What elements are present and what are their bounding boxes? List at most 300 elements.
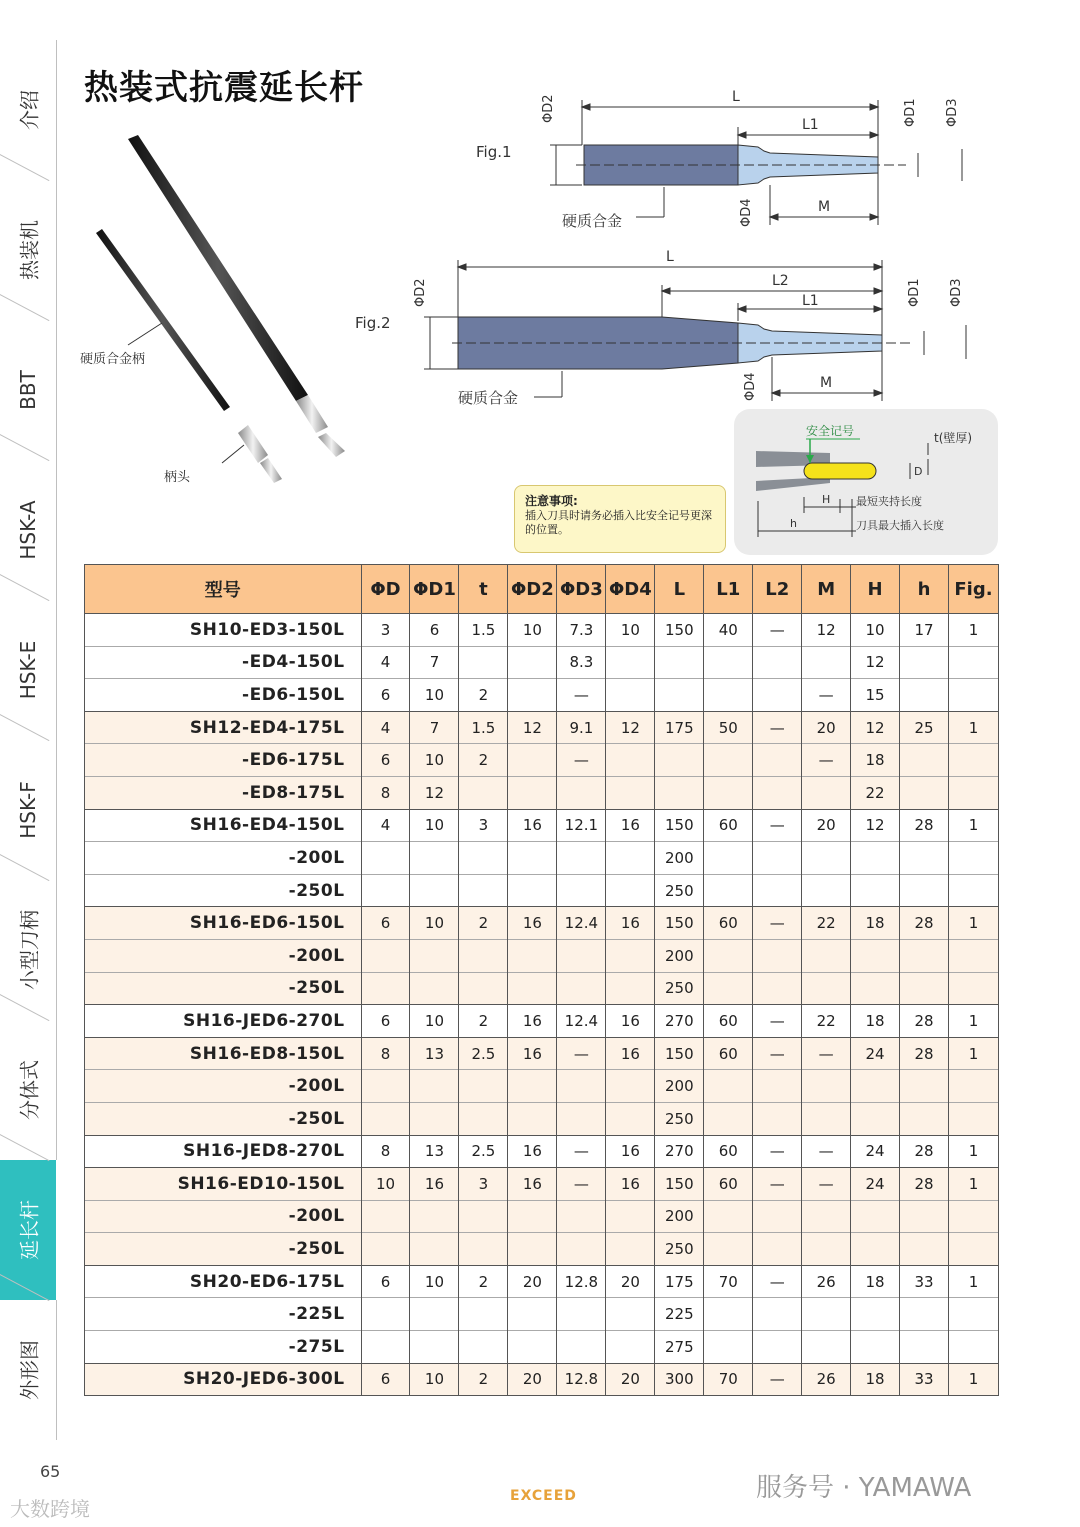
inset-safety-mark-label: 安全记号 xyxy=(806,424,855,438)
table-cell: 6 xyxy=(361,679,410,712)
table-cell: 16 xyxy=(508,907,557,940)
table-cell: — xyxy=(802,1168,851,1201)
table-cell xyxy=(557,842,606,875)
table-cell: 250 xyxy=(655,972,704,1005)
model-cell: SH16-ED10-150L xyxy=(85,1168,362,1201)
table-cell: 13 xyxy=(410,1135,459,1168)
table-cell: 3 xyxy=(361,614,410,647)
model-cell: -200L xyxy=(85,1070,362,1103)
model-cell: -225L xyxy=(85,1298,362,1331)
table-cell: 6 xyxy=(361,1363,410,1396)
table-cell: 1 xyxy=(948,711,998,744)
model-cell: -ED6-175L xyxy=(85,744,362,777)
table-cell: 10 xyxy=(410,1005,459,1038)
sidebar-tab-label: 热装机 xyxy=(17,220,42,280)
table-cell: 18 xyxy=(851,744,900,777)
fig1-dim-D1: ΦD1 xyxy=(903,98,918,127)
table-cell: 28 xyxy=(900,1037,949,1070)
table-cell: 28 xyxy=(900,1168,949,1201)
table-cell xyxy=(508,1298,557,1331)
table-cell xyxy=(508,646,557,679)
table-cell: 12 xyxy=(851,711,900,744)
table-cell xyxy=(851,1298,900,1331)
table-cell xyxy=(410,1200,459,1233)
table-cell xyxy=(459,972,508,1005)
sidebar-tab-label: 延长杆 xyxy=(17,1200,42,1260)
table-cell: 16 xyxy=(508,1037,557,1070)
table-cell xyxy=(606,744,655,777)
table-cell xyxy=(704,1298,753,1331)
table-row xyxy=(85,939,999,972)
table-cell: 225 xyxy=(655,1298,704,1331)
table-cell: 8 xyxy=(361,776,410,809)
table-cell xyxy=(948,874,998,907)
table-cell xyxy=(459,842,508,875)
table-row xyxy=(85,972,999,1005)
table-row xyxy=(85,1331,999,1364)
table-cell xyxy=(410,972,459,1005)
table-cell: 16 xyxy=(606,907,655,940)
table-cell: 2 xyxy=(459,1265,508,1298)
table-row xyxy=(85,907,999,940)
table-cell xyxy=(900,744,949,777)
model-cell: SH20-JED6-300L xyxy=(85,1363,362,1396)
table-row xyxy=(85,1070,999,1103)
table-cell: 270 xyxy=(655,1005,704,1038)
inset-H-desc: 最短夹持长度 xyxy=(856,495,922,508)
table-cell: — xyxy=(753,1168,802,1201)
table-cell xyxy=(361,842,410,875)
table-cell: 28 xyxy=(900,907,949,940)
table-cell xyxy=(606,842,655,875)
table-cell: 16 xyxy=(508,1135,557,1168)
table-cell xyxy=(410,1331,459,1364)
table-cell: 12 xyxy=(851,646,900,679)
table-cell: 1.5 xyxy=(459,711,508,744)
spec-table xyxy=(84,564,999,1396)
table-cell xyxy=(802,842,851,875)
fig1-dim-D4: ΦD4 xyxy=(739,198,754,227)
table-cell xyxy=(851,842,900,875)
table-cell xyxy=(900,939,949,972)
table-cell: 300 xyxy=(655,1363,704,1396)
table-row xyxy=(85,1233,999,1266)
table-cell: 20 xyxy=(606,1363,655,1396)
table-cell xyxy=(900,1200,949,1233)
table-cell xyxy=(753,646,802,679)
table-cell: 3 xyxy=(459,809,508,842)
model-cell: -250L xyxy=(85,1233,362,1266)
table-cell xyxy=(753,744,802,777)
table-cell: 150 xyxy=(655,614,704,647)
table-row xyxy=(85,1005,999,1038)
table-cell: 16 xyxy=(606,1005,655,1038)
table-cell: 12 xyxy=(606,711,655,744)
sidebar-tab-label: HSK-E xyxy=(16,640,40,700)
table-cell xyxy=(802,776,851,809)
table-cell xyxy=(410,939,459,972)
table-cell: 16 xyxy=(606,1135,655,1168)
table-cell xyxy=(948,1298,998,1331)
table-cell xyxy=(606,939,655,972)
column-header: ΦD1 xyxy=(410,565,459,614)
table-cell: — xyxy=(557,1037,606,1070)
table-cell: — xyxy=(753,711,802,744)
column-header: L2 xyxy=(753,565,802,614)
table-cell xyxy=(802,1233,851,1266)
model-cell: SH10-ED3-150L xyxy=(85,614,362,647)
table-cell: 12 xyxy=(508,711,557,744)
model-cell: SH16-ED4-150L xyxy=(85,809,362,842)
table-cell xyxy=(557,1331,606,1364)
page-title: 热装式抗震延长杆 xyxy=(84,68,364,108)
fig2-dim-L: L xyxy=(666,249,674,265)
table-cell xyxy=(802,1200,851,1233)
sidebar-tab-label: 分体式 xyxy=(17,1060,42,1120)
table-cell: — xyxy=(753,614,802,647)
table-cell: 18 xyxy=(851,1005,900,1038)
table-cell xyxy=(948,744,998,777)
page-number: 65 xyxy=(40,1462,61,1481)
table-row xyxy=(85,842,999,875)
table-row xyxy=(85,1363,999,1396)
table-cell xyxy=(508,1233,557,1266)
table-cell xyxy=(802,972,851,1005)
table-cell: 10 xyxy=(508,614,557,647)
table-cell xyxy=(704,1233,753,1266)
table-cell: 7.3 xyxy=(557,614,606,647)
table-row xyxy=(85,1168,999,1201)
column-header: ΦD2 xyxy=(508,565,557,614)
table-cell: 150 xyxy=(655,1037,704,1070)
column-header: M xyxy=(802,565,851,614)
table-cell: — xyxy=(557,1168,606,1201)
table-cell: — xyxy=(802,1037,851,1070)
fig2-dim-L1: L1 xyxy=(802,293,819,309)
table-cell xyxy=(948,776,998,809)
table-cell xyxy=(753,1233,802,1266)
table-cell xyxy=(508,1070,557,1103)
table-cell xyxy=(704,939,753,972)
table-cell xyxy=(948,972,998,1005)
fig2-dim-L2: L2 xyxy=(772,273,789,289)
table-cell: 60 xyxy=(704,1135,753,1168)
table-cell xyxy=(900,679,949,712)
fig1-material-label: 硬质合金 xyxy=(562,212,623,230)
table-cell: 250 xyxy=(655,874,704,907)
table-cell: — xyxy=(753,1265,802,1298)
table-cell xyxy=(704,646,753,679)
table-cell xyxy=(410,1070,459,1103)
table-cell: 9.1 xyxy=(557,711,606,744)
model-cell: -275L xyxy=(85,1331,362,1364)
column-header: ΦD xyxy=(361,565,410,614)
table-cell xyxy=(410,1298,459,1331)
table-cell: 12.8 xyxy=(557,1363,606,1396)
table-cell xyxy=(704,776,753,809)
table-cell xyxy=(508,972,557,1005)
model-cell: SH16-ED8-150L xyxy=(85,1037,362,1070)
table-cell xyxy=(508,744,557,777)
table-cell: 12.8 xyxy=(557,1265,606,1298)
table-cell xyxy=(508,1200,557,1233)
table-cell: 2.5 xyxy=(459,1135,508,1168)
table-cell xyxy=(508,679,557,712)
table-cell xyxy=(361,874,410,907)
table-cell: 6 xyxy=(361,907,410,940)
model-cell: -200L xyxy=(85,842,362,875)
table-cell: 12 xyxy=(802,614,851,647)
table-cell xyxy=(753,679,802,712)
table-cell: 20 xyxy=(508,1265,557,1298)
table-cell: 6 xyxy=(410,614,459,647)
table-cell: 1 xyxy=(948,1135,998,1168)
table-cell: 18 xyxy=(851,907,900,940)
table-cell: — xyxy=(753,907,802,940)
table-cell xyxy=(900,874,949,907)
fig2-dim-M: M xyxy=(820,375,833,391)
table-cell: — xyxy=(753,1005,802,1038)
table-cell xyxy=(557,1070,606,1103)
table-cell: 20 xyxy=(606,1265,655,1298)
table-cell: — xyxy=(557,1135,606,1168)
table-cell: 10 xyxy=(410,809,459,842)
table-cell xyxy=(459,1070,508,1103)
table-cell xyxy=(753,1331,802,1364)
model-cell: SH20-ED6-175L xyxy=(85,1265,362,1298)
table-cell xyxy=(410,1102,459,1135)
column-header: ΦD3 xyxy=(557,565,606,614)
table-cell xyxy=(557,1200,606,1233)
table-cell xyxy=(606,1070,655,1103)
table-cell: 10 xyxy=(410,1363,459,1396)
table-cell: 2 xyxy=(459,1005,508,1038)
table-cell xyxy=(704,972,753,1005)
model-cell: -250L xyxy=(85,874,362,907)
fig1-dim-D2: ΦD2 xyxy=(541,94,556,123)
table-cell xyxy=(508,842,557,875)
sidebar-tab-label: BBT xyxy=(16,370,40,410)
table-cell: 20 xyxy=(802,711,851,744)
sidebar-tab[interactable] xyxy=(0,1300,57,1440)
table-cell: 10 xyxy=(851,614,900,647)
fig1-label: Fig.1 xyxy=(476,143,512,161)
fig1-dim-L: L xyxy=(732,89,740,105)
table-cell: 10 xyxy=(410,1265,459,1298)
table-cell xyxy=(900,1233,949,1266)
table-row xyxy=(85,1298,999,1331)
label-carbide-shank: 硬质合金柄 xyxy=(80,352,146,367)
table-cell xyxy=(753,776,802,809)
column-header: 型号 xyxy=(85,565,362,614)
table-cell: 70 xyxy=(704,1363,753,1396)
table-cell xyxy=(948,1070,998,1103)
table-cell: 17 xyxy=(900,614,949,647)
product-photo xyxy=(70,125,370,495)
table-cell xyxy=(606,679,655,712)
table-cell xyxy=(948,1233,998,1266)
table-cell xyxy=(606,1102,655,1135)
table-cell xyxy=(948,1102,998,1135)
table-cell: — xyxy=(753,809,802,842)
table-cell xyxy=(606,1298,655,1331)
table-cell xyxy=(557,776,606,809)
table-cell: 18 xyxy=(851,1265,900,1298)
table-cell: 16 xyxy=(606,809,655,842)
table-cell: 1 xyxy=(948,1037,998,1070)
table-cell: 2 xyxy=(459,744,508,777)
table-cell xyxy=(361,1070,410,1103)
fig2-dim-D4: ΦD4 xyxy=(743,372,758,401)
table-cell xyxy=(802,1331,851,1364)
table-cell: 15 xyxy=(851,679,900,712)
table-cell xyxy=(606,646,655,679)
table-cell: 60 xyxy=(704,1037,753,1070)
table-cell: 250 xyxy=(655,1102,704,1135)
table-cell: 25 xyxy=(900,711,949,744)
column-header: h xyxy=(900,565,949,614)
table-cell xyxy=(557,1102,606,1135)
table-cell: 12 xyxy=(851,809,900,842)
table-cell xyxy=(606,1200,655,1233)
table-cell: 12.1 xyxy=(557,809,606,842)
table-cell xyxy=(410,842,459,875)
table-cell: 4 xyxy=(361,646,410,679)
table-cell xyxy=(900,1298,949,1331)
table-cell: 28 xyxy=(900,1135,949,1168)
table-cell: 175 xyxy=(655,1265,704,1298)
table-cell xyxy=(361,1102,410,1135)
table-cell: 3 xyxy=(459,1168,508,1201)
table-cell: 16 xyxy=(410,1168,459,1201)
table-cell xyxy=(851,874,900,907)
table-cell: 150 xyxy=(655,907,704,940)
table-cell: 60 xyxy=(704,1168,753,1201)
inset-wall-label: t(壁厚) xyxy=(934,431,973,445)
table-row xyxy=(85,614,999,647)
table-cell: 2 xyxy=(459,907,508,940)
table-row xyxy=(85,1200,999,1233)
watermark-left: 大数跨境 xyxy=(10,1497,90,1521)
caution-note-text: 插入刀具时请务必插入比安全记号更深的位置。 xyxy=(525,509,712,536)
table-cell xyxy=(557,972,606,1005)
table-cell xyxy=(655,679,704,712)
model-cell: -ED8-175L xyxy=(85,776,362,809)
table-cell: 8.3 xyxy=(557,646,606,679)
table-cell: — xyxy=(557,744,606,777)
table-cell: 2.5 xyxy=(459,1037,508,1070)
table-cell: 12 xyxy=(410,776,459,809)
table-cell xyxy=(704,1331,753,1364)
sidebar-tab-label: 外形图 xyxy=(17,1340,42,1400)
table-cell xyxy=(851,939,900,972)
table-cell: — xyxy=(802,679,851,712)
table-cell: — xyxy=(753,1135,802,1168)
table-cell: 10 xyxy=(410,744,459,777)
table-cell xyxy=(655,646,704,679)
table-cell: — xyxy=(802,744,851,777)
table-cell: — xyxy=(802,1135,851,1168)
table-cell xyxy=(948,939,998,972)
sidebar-tab-label: 小型刀柄 xyxy=(17,910,42,990)
table-cell: 200 xyxy=(655,1070,704,1103)
column-header: Fig. xyxy=(948,565,998,614)
table-cell: 10 xyxy=(410,907,459,940)
table-cell: 2 xyxy=(459,679,508,712)
table-cell: 28 xyxy=(900,1005,949,1038)
table-cell: 24 xyxy=(851,1135,900,1168)
table-cell xyxy=(459,646,508,679)
table-cell xyxy=(948,679,998,712)
table-cell: 1 xyxy=(948,1168,998,1201)
table-cell: 22 xyxy=(802,1005,851,1038)
table-cell xyxy=(557,874,606,907)
table-cell xyxy=(459,1200,508,1233)
table-cell: — xyxy=(753,1037,802,1070)
table-cell: 22 xyxy=(802,907,851,940)
table-row xyxy=(85,1265,999,1298)
inset-D-label: D xyxy=(914,465,923,478)
model-cell: SH12-ED4-175L xyxy=(85,711,362,744)
table-cell xyxy=(948,646,998,679)
table-cell: 1 xyxy=(948,1265,998,1298)
table-cell: 20 xyxy=(802,809,851,842)
table-cell xyxy=(704,842,753,875)
table-cell xyxy=(948,1200,998,1233)
fig2-dim-D3: ΦD3 xyxy=(949,278,964,307)
model-cell: -200L xyxy=(85,1200,362,1233)
table-cell xyxy=(900,1331,949,1364)
table-cell xyxy=(459,1233,508,1266)
table-cell xyxy=(704,1070,753,1103)
table-cell xyxy=(851,1200,900,1233)
table-cell: 33 xyxy=(900,1363,949,1396)
model-cell: SH16-JED6-270L xyxy=(85,1005,362,1038)
table-cell: 24 xyxy=(851,1168,900,1201)
table-cell: 26 xyxy=(802,1265,851,1298)
caution-note-title: 注意事项: xyxy=(525,494,578,508)
table-cell xyxy=(361,972,410,1005)
table-cell xyxy=(851,972,900,1005)
table-cell xyxy=(606,972,655,1005)
caution-note xyxy=(514,485,726,553)
table-cell xyxy=(753,939,802,972)
table-header-row xyxy=(85,565,999,614)
table-cell xyxy=(606,874,655,907)
table-cell xyxy=(802,1102,851,1135)
table-row xyxy=(85,874,999,907)
model-cell: -200L xyxy=(85,939,362,972)
table-cell: 7 xyxy=(410,646,459,679)
long-rod-image xyxy=(128,135,345,457)
sidebar-tab-label: HSK-A xyxy=(16,500,40,560)
table-cell: 8 xyxy=(361,1037,410,1070)
table-cell: — xyxy=(753,1363,802,1396)
table-cell xyxy=(753,874,802,907)
table-cell: 200 xyxy=(655,939,704,972)
table-cell xyxy=(655,744,704,777)
brand-logo-text: EXCEED xyxy=(510,1488,577,1504)
sidebar-tab-label: HSK-F xyxy=(16,781,40,839)
fig1-dim-M: M xyxy=(818,199,831,215)
table-cell: 24 xyxy=(851,1037,900,1070)
table-cell xyxy=(557,1233,606,1266)
table-cell xyxy=(459,776,508,809)
column-header: ΦD4 xyxy=(606,565,655,614)
table-cell: 16 xyxy=(606,1168,655,1201)
table-cell xyxy=(753,1200,802,1233)
table-cell xyxy=(606,1331,655,1364)
